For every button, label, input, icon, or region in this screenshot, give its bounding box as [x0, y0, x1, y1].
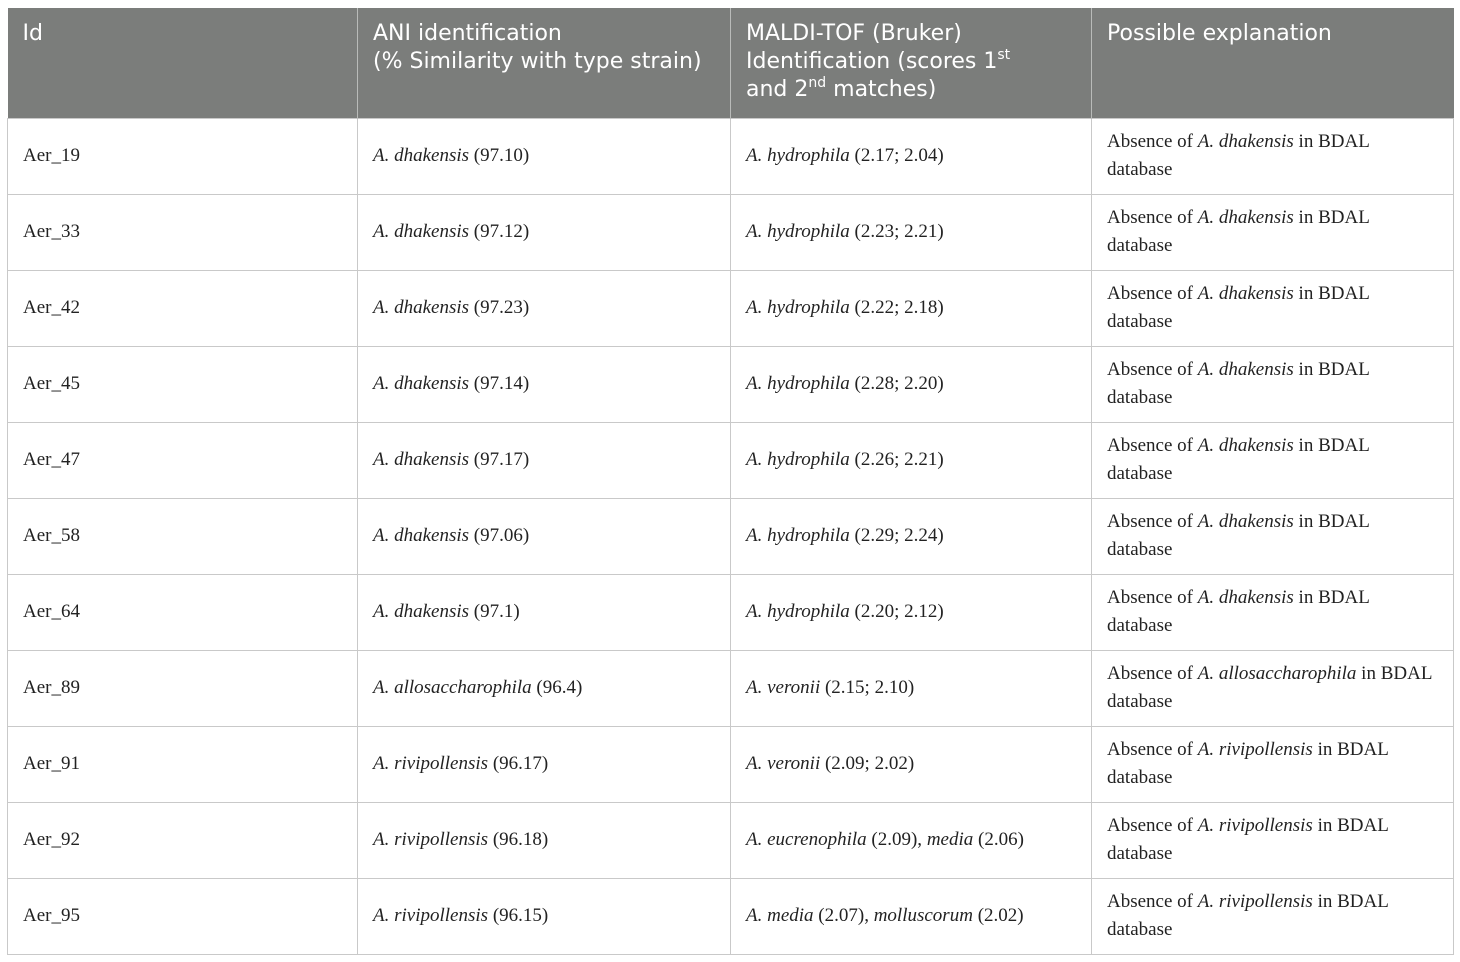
table-row [8, 878, 1454, 954]
header-ani-line2: (% Similarity with type strain) [373, 49, 702, 74]
expl-prefix: Absence of [1107, 359, 1198, 380]
expl-suffix: in BDAL database [1107, 815, 1389, 864]
cell-id: Aer_45 [8, 346, 358, 422]
cell-ani [358, 346, 731, 422]
expl-species: A. rivipollensis [1197, 891, 1313, 912]
cell-id: Aer_58 [8, 498, 358, 574]
ani-value: (96.18) [488, 829, 549, 850]
maldi-score-2: (2.06) [973, 829, 1024, 850]
header-maldi-line2: Identification (scores 1 [746, 49, 998, 74]
expl-prefix: Absence of [1107, 435, 1198, 456]
identification-table-container [7, 8, 1453, 955]
table-body [8, 118, 1454, 954]
ani-species: A. dhakensis [373, 297, 470, 318]
maldi-score-1: (2.20; 2.12) [849, 601, 944, 622]
cell-ani [358, 270, 731, 346]
expl-species: A. rivipollensis [1197, 815, 1313, 836]
header-id: Id [8, 8, 358, 118]
cell-explanation [1092, 118, 1454, 194]
cell-explanation [1092, 346, 1454, 422]
ani-species: A. allosaccharophila [373, 677, 532, 698]
expl-species: A. dhakensis [1197, 511, 1294, 532]
expl-suffix: in BDAL database [1107, 663, 1432, 712]
expl-species: A. dhakensis [1197, 283, 1294, 304]
cell-maldi [731, 346, 1092, 422]
table-row [8, 422, 1454, 498]
ani-species: A. dhakensis [373, 373, 470, 394]
ani-value: (96.15) [488, 905, 549, 926]
cell-maldi [731, 802, 1092, 878]
expl-species: A. rivipollensis [1197, 739, 1313, 760]
maldi-species-1: A. veronii [746, 753, 821, 774]
maldi-species-1: A. hydrophila [746, 221, 850, 242]
maldi-species-1: A. eucrenophila [746, 829, 867, 850]
header-maldi-line3b: matches) [826, 77, 937, 102]
cell-explanation [1092, 650, 1454, 726]
maldi-species-1: A. hydrophila [746, 449, 850, 470]
cell-maldi [731, 118, 1092, 194]
maldi-species-2: molluscorum [873, 905, 973, 926]
cell-id: Aer_47 [8, 422, 358, 498]
expl-species: A. allosaccharophila [1197, 663, 1357, 684]
expl-suffix: in BDAL database [1107, 435, 1370, 484]
expl-prefix: Absence of [1107, 663, 1198, 684]
cell-explanation [1092, 498, 1454, 574]
expl-suffix: in BDAL database [1107, 891, 1389, 940]
expl-suffix: in BDAL database [1107, 587, 1370, 636]
maldi-score-1: (2.09), [866, 829, 927, 850]
expl-suffix: in BDAL database [1107, 359, 1370, 408]
header-row [8, 8, 1454, 118]
expl-species: A. dhakensis [1197, 587, 1294, 608]
cell-id: Aer_33 [8, 194, 358, 270]
cell-ani [358, 422, 731, 498]
expl-prefix: Absence of [1107, 511, 1198, 532]
ani-value: (97.10) [469, 145, 530, 166]
cell-id: Aer_64 [8, 574, 358, 650]
table-row [8, 726, 1454, 802]
cell-maldi [731, 650, 1092, 726]
expl-suffix: in BDAL database [1107, 511, 1370, 560]
cell-explanation [1092, 574, 1454, 650]
expl-suffix: in BDAL database [1107, 739, 1389, 788]
cell-maldi [731, 194, 1092, 270]
expl-species: A. dhakensis [1197, 207, 1294, 228]
cell-ani [358, 574, 731, 650]
expl-prefix: Absence of [1107, 207, 1198, 228]
header-maldi-line3a: and 2 [746, 77, 809, 102]
header-ani [358, 8, 731, 118]
expl-prefix: Absence of [1107, 739, 1198, 760]
cell-id: Aer_92 [8, 802, 358, 878]
maldi-score-1: (2.17; 2.04) [849, 145, 944, 166]
table-row [8, 802, 1454, 878]
expl-suffix: in BDAL database [1107, 131, 1370, 180]
ani-species: A. dhakensis [373, 449, 470, 470]
ani-value: (97.12) [469, 221, 530, 242]
expl-suffix: in BDAL database [1107, 283, 1370, 332]
maldi-score-1: (2.22; 2.18) [849, 297, 944, 318]
cell-maldi [731, 726, 1092, 802]
cell-maldi [731, 574, 1092, 650]
ani-species: A. rivipollensis [373, 829, 489, 850]
ani-species: A. rivipollensis [373, 905, 489, 926]
maldi-score-1: (2.29; 2.24) [849, 525, 944, 546]
table-row [8, 194, 1454, 270]
ani-value: (97.14) [469, 373, 530, 394]
ani-value: (96.4) [531, 677, 583, 698]
table-row [8, 346, 1454, 422]
cell-ani [358, 650, 731, 726]
cell-ani [358, 726, 731, 802]
ani-species: A. dhakensis [373, 221, 470, 242]
expl-prefix: Absence of [1107, 587, 1198, 608]
table-row [8, 498, 1454, 574]
cell-ani [358, 878, 731, 954]
expl-species: A. dhakensis [1197, 435, 1294, 456]
maldi-species-1: A. veronii [746, 677, 821, 698]
maldi-species-1: A. hydrophila [746, 297, 850, 318]
maldi-score-1: (2.07), [813, 905, 874, 926]
cell-explanation [1092, 270, 1454, 346]
cell-ani [358, 802, 731, 878]
maldi-score-1: (2.15; 2.10) [820, 677, 915, 698]
ani-value: (97.23) [469, 297, 530, 318]
maldi-species-1: A. hydrophila [746, 525, 850, 546]
ani-species: A. dhakensis [373, 145, 470, 166]
maldi-species-1: A. hydrophila [746, 373, 850, 394]
header-explanation: Possible explanation [1092, 8, 1454, 118]
maldi-species-2: media [926, 829, 974, 850]
ani-species: A. dhakensis [373, 525, 470, 546]
cell-maldi [731, 270, 1092, 346]
maldi-species-1: A. hydrophila [746, 601, 850, 622]
maldi-score-2: (2.02) [972, 905, 1024, 926]
header-maldi-sup2: nd [808, 75, 827, 91]
cell-maldi [731, 878, 1092, 954]
header-maldi [731, 8, 1092, 118]
table-row [8, 650, 1454, 726]
header-ani-line1: ANI identification [373, 21, 562, 46]
cell-explanation [1092, 726, 1454, 802]
expl-suffix: in BDAL database [1107, 207, 1370, 256]
cell-maldi [731, 498, 1092, 574]
expl-prefix: Absence of [1107, 891, 1198, 912]
ani-value: (97.1) [469, 601, 520, 622]
cell-id: Aer_89 [8, 650, 358, 726]
maldi-species-1: A. hydrophila [746, 145, 850, 166]
ani-species: A. dhakensis [373, 601, 470, 622]
maldi-score-1: (2.26; 2.21) [849, 449, 944, 470]
header-maldi-line1: MALDI-TOF (Bruker) [746, 21, 962, 46]
table-row [8, 118, 1454, 194]
cell-explanation [1092, 878, 1454, 954]
cell-explanation [1092, 802, 1454, 878]
cell-explanation [1092, 194, 1454, 270]
cell-id: Aer_19 [8, 118, 358, 194]
identification-table [7, 8, 1454, 955]
ani-value: (97.06) [469, 525, 530, 546]
ani-species: A. rivipollensis [373, 753, 489, 774]
maldi-score-1: (2.09; 2.02) [820, 753, 915, 774]
expl-prefix: Absence of [1107, 815, 1198, 836]
cell-id: Aer_42 [8, 270, 358, 346]
table-row [8, 270, 1454, 346]
table-row [8, 574, 1454, 650]
table-header [8, 8, 1454, 118]
cell-id: Aer_91 [8, 726, 358, 802]
ani-value: (97.17) [469, 449, 530, 470]
cell-ani [358, 118, 731, 194]
cell-id: Aer_95 [8, 878, 358, 954]
cell-explanation [1092, 422, 1454, 498]
maldi-species-1: A. media [746, 905, 814, 926]
expl-prefix: Absence of [1107, 283, 1198, 304]
cell-ani [358, 498, 731, 574]
ani-value: (96.17) [488, 753, 549, 774]
maldi-score-1: (2.23; 2.21) [849, 221, 944, 242]
expl-species: A. dhakensis [1197, 131, 1294, 152]
expl-prefix: Absence of [1107, 131, 1198, 152]
header-maldi-sup1: st [997, 47, 1011, 63]
cell-ani [358, 194, 731, 270]
cell-maldi [731, 422, 1092, 498]
expl-species: A. dhakensis [1197, 359, 1294, 380]
maldi-score-1: (2.28; 2.20) [849, 373, 944, 394]
